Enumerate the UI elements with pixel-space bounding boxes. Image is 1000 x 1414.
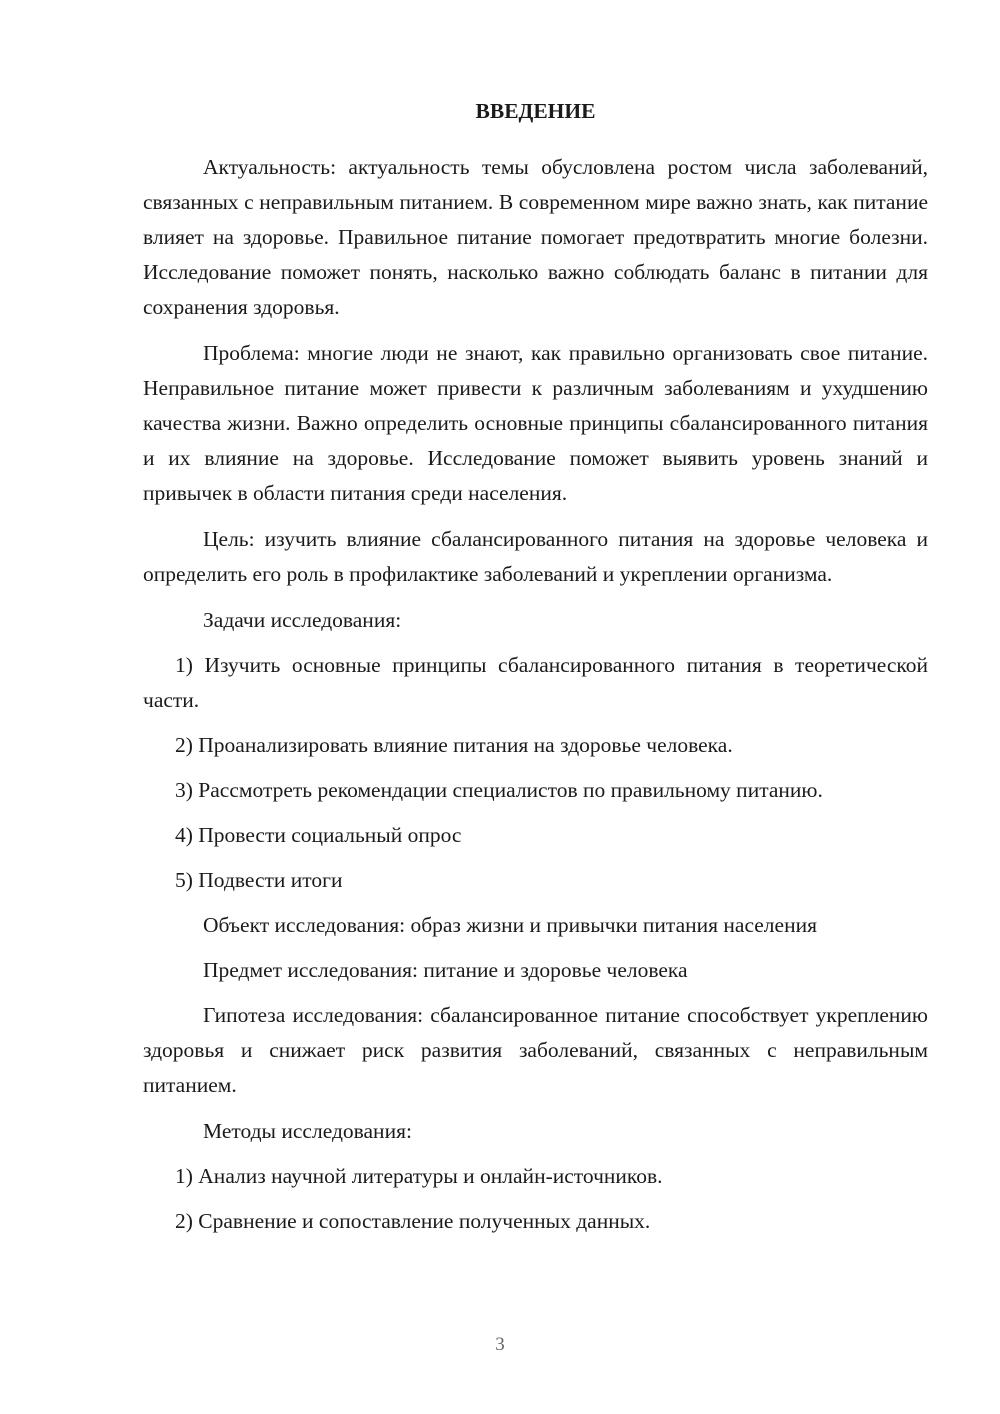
- methods-heading: Методы исследования:: [203, 1119, 412, 1143]
- relevance-paragraph: Актуальность: актуальность темы обусловлена ростом числа заболеваний, связанных с неправильным питанием. В современном мире важно знать, как питание влияет на здоровье. Правильное питание помогает предотвратить многие болезни. Исследование поможет понять, насколько важно соблюдать баланс в питании для сохранения здоровья.: [143, 155, 928, 319]
- problem-paragraph: Проблема: многие люди не знают, как правильно организовать свое питание. Неправильное питание может привести к различным заболеваниям и ухудшению качества жизни. Важно определить основные принципы сбалансированного питания и их влияние на здоровье. Исследование поможет выявить уровень знаний и привычек в области питания среди населения.: [143, 341, 928, 505]
- task-item-3: 3) Рассмотреть рекомендации специалистов по правильному питанию.: [175, 778, 823, 802]
- task-item-1: 1) Изучить основные принципы сбалансированного питания в теоретической части.: [143, 653, 928, 712]
- task-item-5: 5) Подвести итоги: [175, 868, 343, 892]
- hypothesis-paragraph: Гипотеза исследования: сбалансированное питание способствует укреплению здоровья и снижает риск развития заболеваний, связанных с неправильным питанием.: [143, 1003, 928, 1097]
- task-item-2: 2) Проанализировать влияние питания на здоровье человека.: [175, 733, 733, 757]
- subject-paragraph: Предмет исследования: питание и здоровье человека: [203, 958, 688, 982]
- section-title: ВВЕДЕНИЕ: [475, 99, 596, 123]
- goal-paragraph: Цель: изучить влияние сбалансированного питания на здоровье человека и определить его роль в профилактике заболеваний и укреплении организма.: [143, 527, 928, 586]
- method-item-2: 2) Сравнение и сопоставление полученных данных.: [175, 1209, 651, 1233]
- method-item-1: 1) Анализ научной литературы и онлайн-источников.: [175, 1164, 663, 1188]
- page-number: 3: [495, 1334, 505, 1355]
- task-item-4: 4) Провести социальный опрос: [175, 823, 462, 847]
- object-paragraph: Объект исследования: образ жизни и привычки питания населения: [203, 913, 817, 937]
- tasks-heading: Задачи исследования:: [203, 608, 402, 632]
- document-page: [143, 92, 928, 1249]
